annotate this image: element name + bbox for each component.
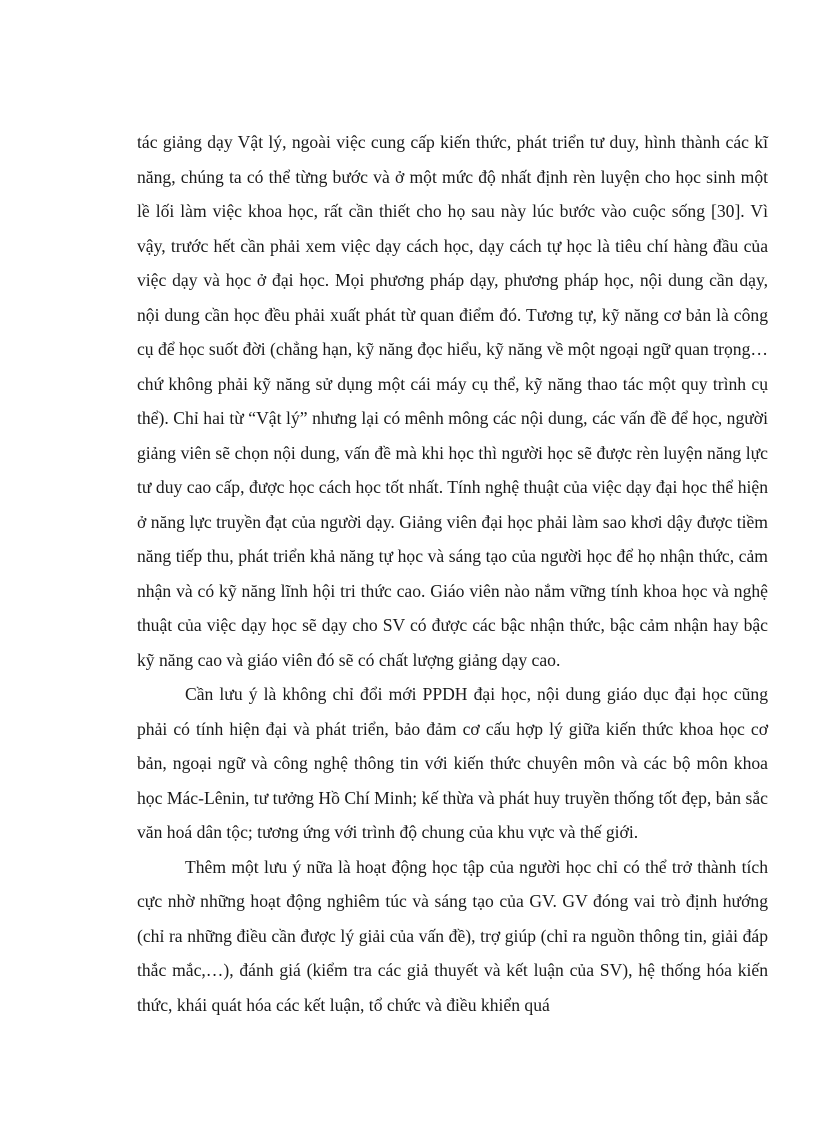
paragraph-continued: tác giảng dạy Vật lý, ngoài việc cung cấp kiến thức, phát triển tư duy, hình thành các kĩ năng, chúng ta có thể từng bước và ở một mức độ nhất định rèn luyện cho học sinh một lề lối làm việc khoa học, rất cần thiết cho họ sau này lúc bước vào cuộc sống [30]. Vì vậy, trước hết cần phải xem việc dạy cách học, dạy cách tự học là tiêu chí hàng đầu của việc dạy và học ở đại học. Mọi phương pháp dạy, phương pháp học, nội dung cần dạy, nội dung cần học đều phải xuất phát từ quan điểm đó. Tương tự, kỹ năng cơ bản là công cụ để học suốt đời (chẳng hạn, kỹ năng đọc hiểu, kỹ năng về một ngoại ngữ quan trọng… chứ không phải kỹ năng sử dụng một cái máy cụ thể, kỹ năng thao tác một quy trình cụ thể). Chỉ hai từ “Vật lý” nhưng lại có mênh mông các nội dung, các vấn đề để học, người giảng viên sẽ chọn nội dung, vấn đề mà khi học thì người học sẽ được rèn luyện năng lực tư duy cao cấp, được học cách học tốt nhất. Tính nghệ thuật của việc dạy đại học thể hiện ở năng lực truyền đạt của người dạy. Giảng viên đại học phải làm sao khơi dậy được tiềm năng tiếp thu, phát triển khả năng tự học và sáng tạo của người học để họ nhận thức, cảm nhận và có kỹ năng lĩnh hội tri thức cao. Giáo viên nào nắm vững tính khoa học và nghệ thuật của việc dạy học sẽ dạy cho SV có được các bậc nhận thức, bậc cảm nhận hay bậc kỹ năng cao và giáo viên đó sẽ có chất lượng giảng dạy cao. bbox=[137, 132, 768, 670]
paragraph-content-renewal: Cần lưu ý là không chỉ đổi mới PPDH đại học, nội dung giáo dục đại học cũng phải có tính hiện đại và phát triển, bảo đảm cơ cấu hợp lý giữa kiến thức khoa học cơ bản, ngoại ngữ và công nghệ thông tin với kiến thức chuyên môn và các bộ môn khoa học Mác-Lênin, tư tưởng Hồ Chí Minh; kế thừa và phát huy truyền thống tốt đẹp, bản sắc văn hoá dân tộc; tương ứng với trình độ chung của khu vực và thế giới. bbox=[137, 684, 768, 842]
body-text bbox=[137, 125, 768, 1022]
paragraph-teacher-role: Thêm một lưu ý nữa là hoạt động học tập của người học chỉ có thể trở thành tích cực nhờ những hoạt động nghiêm túc và sáng tạo của GV. GV đóng vai trò định hướng (chỉ ra những điều cần được lý giải của vấn đề), trợ giúp (chỉ ra nguồn thông tin, giải đáp thắc mắc,…), đánh giá (kiểm tra các giả thuyết và kết luận của SV), hệ thống hóa kiến thức, khái quát hóa các kết luận, tổ chức và điều khiển quá bbox=[137, 856, 768, 1015]
